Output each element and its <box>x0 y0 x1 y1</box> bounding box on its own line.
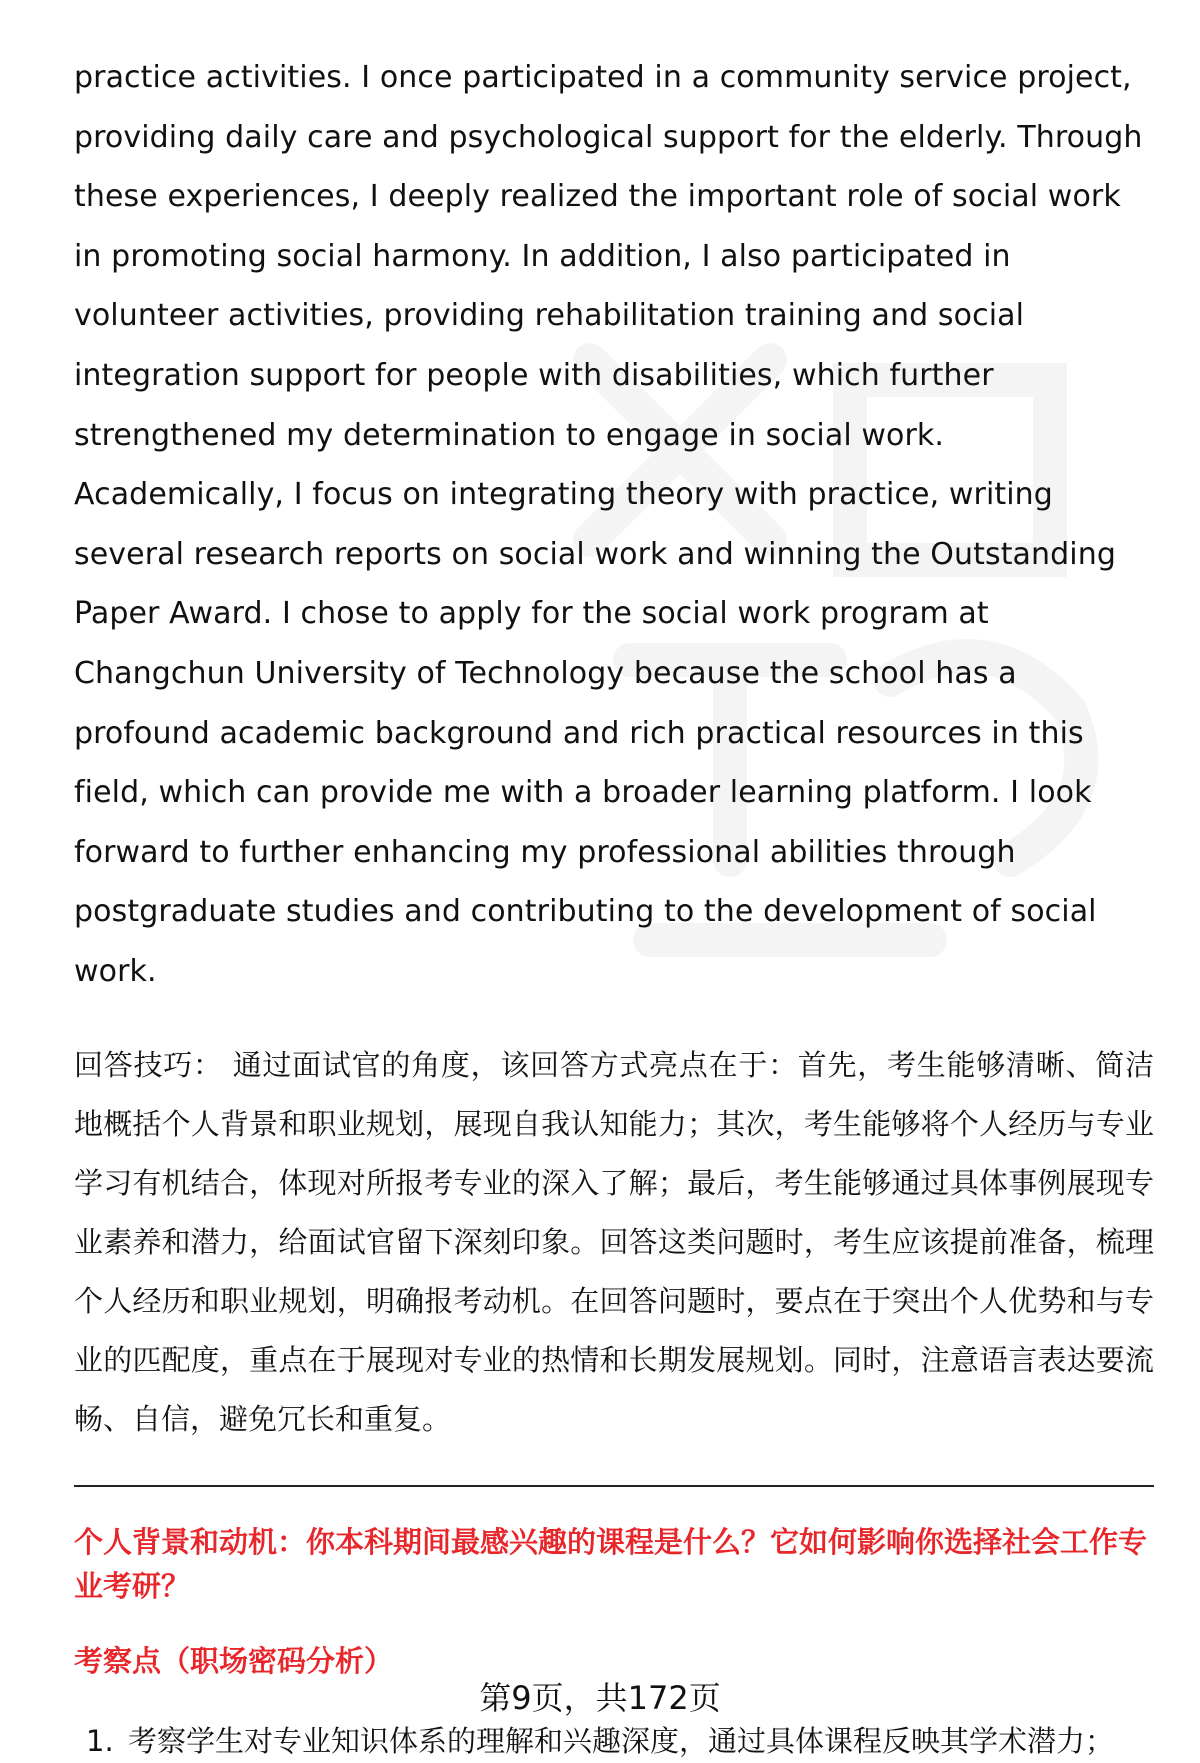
list-item-text: 考察学生对专业知识体系的理解和兴趣深度，通过具体课程反映其学术潜力； <box>128 1723 1115 1758</box>
tips-text: 通过面试官的角度，该回答方式亮点在于：首先，考生能够清晰、简洁地概括个人背景和职业规划，展现自我认知能力；其次，考生能够将个人经历与专业学习有机结合，体现对所报考专业的深入了解；最后，考生能够通过具体事例展现专业素养和潜力，给面试官留下深刻印象。回答这类问题时，考生应该提前准备，梳理个人经历和职业规划，明确报考动机。在回答问题时，要点在于突出个人优势和与专业的匹配度，重点在于展现对专业的热情和长期发展规划。同时，注意语言表达要流畅、自信，避免冗长和重复。 <box>74 1047 1154 1436</box>
section-divider <box>74 1485 1154 1487</box>
list-item-number: 1. <box>86 1723 114 1758</box>
document-page <box>74 48 1154 1763</box>
list-item <box>74 1719 1154 1763</box>
question-heading: 个人背景和动机：你本科期间最感兴趣的课程是什么？它如何影响你选择社会工作专业考研？ <box>74 1524 1148 1603</box>
tips-label: 回答技巧： <box>74 1047 223 1082</box>
assessment-points <box>74 1719 1154 1763</box>
section-title: 考察点（职场密码分析） <box>74 1643 394 1678</box>
page-footer: 第9页，共172页 <box>479 1679 721 1717</box>
answer-tips <box>74 1036 1154 1449</box>
answer-paragraph: practice activities. I once participated in a community service project, providing daily care and psychological support for the elderly. Through these experiences, I deeply realized the important role of social work in promoting social harmony. In addition, I also participated in volunteer activities, providing rehabilitation training and social integration support for people with disabilities, which further strengthened my determination to engage in social work. Academically, I focus on integrating theory with practice, writing several research reports on social work and winning the Outstanding Paper Award. I chose to apply for the social work program at Changchun University of Technology because the school has a profound academic background and rich practical resources in this field, which can provide me with a broader learning platform. I look forward to further enhancing my professional abilities through postgraduate studies and contributing to the development of social work. <box>74 60 1143 989</box>
